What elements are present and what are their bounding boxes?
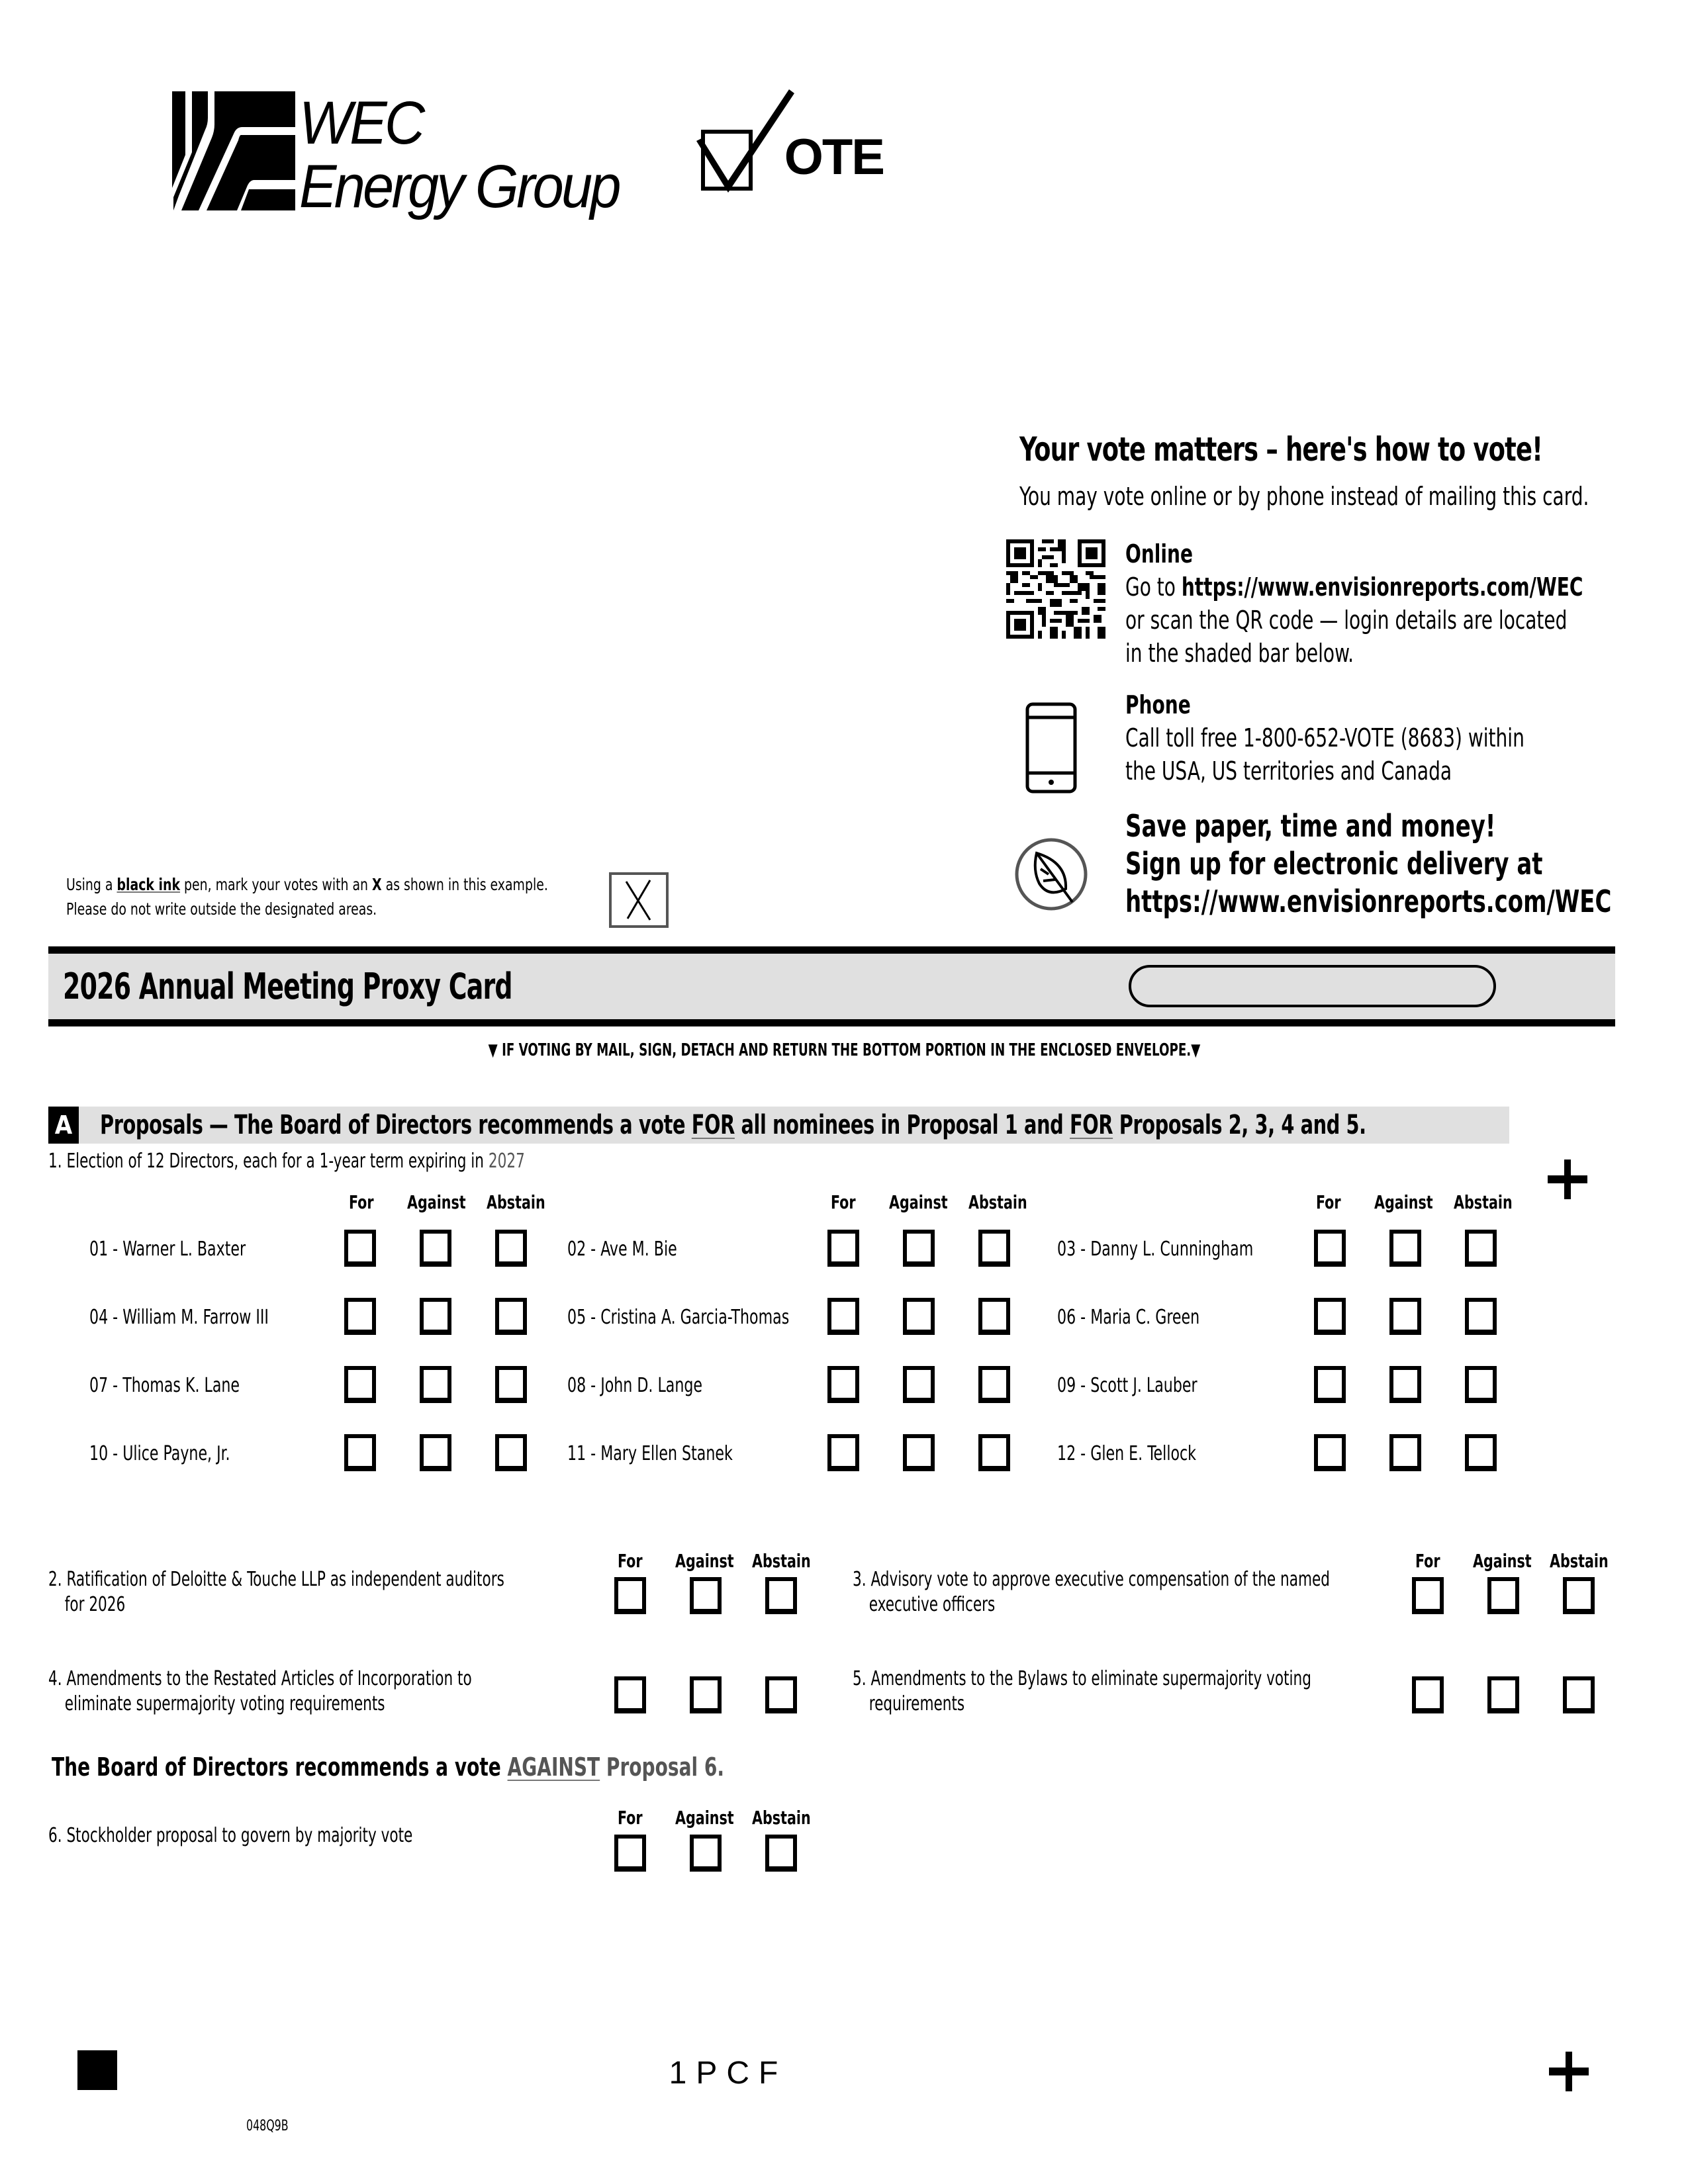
instr-text: as shown in this example. xyxy=(381,875,548,894)
instr-line2: Please do not write outside the designated areas. xyxy=(66,899,377,919)
section-a-recommendation xyxy=(100,1110,1366,1140)
nominee-07-for-checkbox[interactable] xyxy=(344,1366,376,1403)
nominee-12-against-checkbox[interactable] xyxy=(1389,1434,1421,1471)
col-header-abstain: Abstain xyxy=(752,1550,811,1572)
instr-text: pen, mark your votes with an xyxy=(180,875,373,894)
nominee-08-abstain-checkbox[interactable] xyxy=(978,1366,1010,1403)
nominee-08-for-checkbox[interactable] xyxy=(827,1366,859,1403)
proposal-1-label xyxy=(48,1149,525,1174)
nominee-01: 01 - Warner L. Baxter xyxy=(89,1238,246,1261)
marking-instructions xyxy=(66,872,548,921)
col-header-abstain: Abstain xyxy=(752,1807,811,1829)
nominee-12-for-checkbox[interactable] xyxy=(1314,1434,1346,1471)
leaf-icon xyxy=(1014,837,1088,911)
nominee-07-against-checkbox[interactable] xyxy=(420,1366,451,1403)
phone-icon xyxy=(1025,702,1078,794)
instr-x: X xyxy=(372,875,382,894)
against-heading-text: The Board of Directors recommends a vote xyxy=(52,1752,508,1782)
nominee-09-for-checkbox[interactable] xyxy=(1314,1366,1346,1403)
form-code: 1PCF xyxy=(669,2056,788,2091)
nominee-09-against-checkbox[interactable] xyxy=(1389,1366,1421,1403)
proposal-3-for-checkbox[interactable] xyxy=(1412,1577,1444,1614)
nominee-02-for-checkbox[interactable] xyxy=(827,1230,859,1267)
rec-text: Proposals — The Board of Directors recommends a vote xyxy=(100,1110,692,1140)
proposal-1-year: 2027 xyxy=(488,1150,525,1173)
nominee-08-against-checkbox[interactable] xyxy=(903,1366,935,1403)
online-block xyxy=(1125,537,1583,670)
col-header-against: Against xyxy=(889,1191,948,1213)
edelivery-line2: Sign up for electronic delivery at xyxy=(1125,846,1543,882)
proposal-1-text: 1. Election of 12 Directors, each for a 1-year term expiring in xyxy=(48,1150,489,1173)
nominee-10-against-checkbox[interactable] xyxy=(420,1434,451,1471)
company-name-line2: Energy Group xyxy=(299,153,619,220)
proposal-2-line2: for 2026 xyxy=(64,1593,126,1616)
nominee-03: 03 - Danny L. Cunningham xyxy=(1057,1238,1254,1261)
phone-line2: the USA, US territories and Canada xyxy=(1125,756,1452,786)
nominee-01-for-checkbox[interactable] xyxy=(344,1230,376,1267)
proposal-2-for-checkbox[interactable] xyxy=(614,1577,646,1614)
detach-instructions xyxy=(0,1040,1688,1060)
rec-for: FOR xyxy=(1070,1110,1113,1140)
proposal-6-for-checkbox[interactable] xyxy=(614,1835,646,1872)
section-badge: A xyxy=(48,1107,79,1144)
how-to-vote-subheading: You may vote online or by phone instead of mailing this card. xyxy=(1019,482,1589,511)
proposal-6-abstain-checkbox[interactable] xyxy=(765,1835,797,1872)
page-title: 2026 Annual Meeting Proxy Card xyxy=(63,966,512,1007)
proposal-6-label: 6. Stockholder proposal to govern by majority vote xyxy=(48,1824,413,1847)
nominee-10-for-checkbox[interactable] xyxy=(344,1434,376,1471)
col-header-abstain: Abstain xyxy=(1454,1191,1513,1213)
rec-text: all nominees in Proposal 1 and xyxy=(734,1110,1070,1140)
section-a-header xyxy=(48,1107,1509,1144)
nominee-10-abstain-checkbox[interactable] xyxy=(495,1434,527,1471)
proxy-card-header-bar xyxy=(48,946,1615,1026)
rec-text: Proposals 2, 3, 4 and 5. xyxy=(1113,1110,1366,1140)
nominee-10: 10 - Ulice Payne, Jr. xyxy=(89,1442,230,1465)
qr-code-icon[interactable] xyxy=(1006,539,1105,639)
nominee-01-against-checkbox[interactable] xyxy=(420,1230,451,1267)
proposal-2-line1: 2. Ratification of Deloitte & Touche LLP as independent auditors xyxy=(48,1568,504,1591)
nominee-11-abstain-checkbox[interactable] xyxy=(978,1434,1010,1471)
proposal-3-against-checkbox[interactable] xyxy=(1487,1577,1519,1614)
proposal-4-line1: 4. Amendments to the Restated Articles of Incorporation to xyxy=(48,1667,472,1690)
against-heading-keyword: AGAINST xyxy=(507,1752,600,1782)
nominee-03-against-checkbox[interactable] xyxy=(1389,1230,1421,1267)
nominee-11-against-checkbox[interactable] xyxy=(903,1434,935,1471)
proposal-4-line2: eliminate supermajority voting requirements xyxy=(64,1692,385,1715)
col-header-for: For xyxy=(1316,1191,1341,1213)
nominee-03-abstain-checkbox[interactable] xyxy=(1465,1230,1497,1267)
how-to-vote-heading: Your vote matters – here's how to vote! xyxy=(1019,430,1543,469)
rec-for: FOR xyxy=(691,1110,735,1140)
col-header-for: For xyxy=(349,1191,374,1213)
nominee-03-for-checkbox[interactable] xyxy=(1314,1230,1346,1267)
nominee-08: 08 - John D. Lange xyxy=(567,1374,703,1397)
nominee-04-for-checkbox[interactable] xyxy=(344,1298,376,1335)
nominee-07: 07 - Thomas K. Lane xyxy=(89,1374,240,1397)
nominee-02: 02 - Ave M. Bie xyxy=(567,1238,677,1261)
nominee-09: 09 - Scott J. Lauber xyxy=(1057,1374,1197,1397)
nominee-01-abstain-checkbox[interactable] xyxy=(495,1230,527,1267)
proposal-3-line1: 3. Advisory vote to approve executive compensation of the named xyxy=(853,1568,1330,1591)
phone-line1: Call toll free 1-800-652-VOTE (8683) within xyxy=(1125,723,1524,752)
col-header-abstain: Abstain xyxy=(1550,1550,1609,1572)
nominee-05: 05 - Cristina A. Garcia-Thomas xyxy=(567,1306,790,1329)
nominee-12: 12 - Glen E. Tellock xyxy=(1057,1442,1196,1465)
nominee-05-for-checkbox[interactable] xyxy=(827,1298,859,1335)
registration-plus-mark xyxy=(1549,2052,1589,2091)
col-header-abstain: Abstain xyxy=(487,1191,545,1213)
proposal-5-line1: 5. Amendments to the Bylaws to eliminate supermajority voting xyxy=(853,1667,1311,1690)
col-header-against: Against xyxy=(675,1807,734,1829)
proposal-5-for-checkbox[interactable] xyxy=(1412,1676,1444,1713)
proposal-4-label xyxy=(48,1666,472,1717)
nominee-12-abstain-checkbox[interactable] xyxy=(1465,1434,1497,1471)
proposal-5-label xyxy=(853,1666,1311,1717)
nominee-06-for-checkbox[interactable] xyxy=(1314,1298,1346,1335)
col-header-against: Against xyxy=(1473,1550,1532,1572)
document-id: 048Q9B xyxy=(246,2118,289,2134)
proposal-3-abstain-checkbox[interactable] xyxy=(1563,1577,1595,1614)
against-recommendation-heading xyxy=(52,1752,724,1782)
nominee-05-against-checkbox[interactable] xyxy=(903,1298,935,1335)
proposal-3-line2: executive officers xyxy=(868,1593,996,1616)
phone-block xyxy=(1125,688,1524,788)
nominee-11: 11 - Mary Ellen Stanek xyxy=(567,1442,733,1465)
proposal-4-for-checkbox[interactable] xyxy=(614,1676,646,1713)
online-line2: or scan the QR code — login details are located xyxy=(1125,606,1568,635)
proposal-6-against-checkbox[interactable] xyxy=(690,1835,722,1872)
nominee-04: 04 - William M. Farrow III xyxy=(89,1306,269,1329)
proposal-4-abstain-checkbox[interactable] xyxy=(765,1676,797,1713)
nominee-06-abstain-checkbox[interactable] xyxy=(1465,1298,1497,1335)
online-line1 xyxy=(1125,570,1583,604)
nominee-09-abstain-checkbox[interactable] xyxy=(1465,1366,1497,1403)
edelivery-block xyxy=(1125,807,1611,921)
instr-text: Using a xyxy=(66,875,117,894)
nominee-04-against-checkbox[interactable] xyxy=(420,1298,451,1335)
nominee-02-abstain-checkbox[interactable] xyxy=(978,1230,1010,1267)
example-marked-box xyxy=(609,872,669,928)
proposal-3-label xyxy=(853,1567,1330,1617)
col-header-against: Against xyxy=(1374,1191,1433,1213)
nominee-11-for-checkbox[interactable] xyxy=(827,1434,859,1471)
proposal-2-abstain-checkbox[interactable] xyxy=(765,1577,797,1614)
col-header-against: Against xyxy=(407,1191,466,1213)
col-header-for: For xyxy=(618,1550,643,1572)
nominee-06-against-checkbox[interactable] xyxy=(1389,1298,1421,1335)
wec-logo-mark-icon xyxy=(172,91,295,210)
online-line3: in the shaded bar below. xyxy=(1125,639,1354,668)
nominee-07-abstain-checkbox[interactable] xyxy=(495,1366,527,1403)
instr-black-ink: black ink xyxy=(117,875,181,894)
col-header-for: For xyxy=(618,1807,643,1829)
detach-instructions-text: ▼ IF VOTING BY MAIL, SIGN, DETACH AND RETURN THE BOTTOM PORTION IN THE ENCLOSED ENVELOPE.▼ xyxy=(488,1040,1200,1060)
phone-title: Phone xyxy=(1125,690,1191,719)
vote-wordmark: OTE xyxy=(784,129,884,185)
nominee-06: 06 - Maria C. Green xyxy=(1057,1306,1200,1329)
col-header-for: For xyxy=(1415,1550,1440,1572)
online-title: Online xyxy=(1125,539,1193,569)
nominee-05-abstain-checkbox[interactable] xyxy=(978,1298,1010,1335)
x-mark-icon xyxy=(612,875,666,925)
proposal-2-against-checkbox[interactable] xyxy=(690,1577,722,1614)
proposal-5-line2: requirements xyxy=(868,1692,965,1715)
edelivery-line1: Save paper, time and money! xyxy=(1125,808,1496,844)
edelivery-url-link[interactable]: https://www.envisionreports.com/WEC xyxy=(1125,884,1612,919)
online-url-link[interactable]: https://www.envisionreports.com/WEC xyxy=(1181,572,1583,602)
nominee-02-against-checkbox[interactable] xyxy=(903,1230,935,1267)
company-name-line1: WEC xyxy=(299,89,423,157)
registration-plus-mark xyxy=(1548,1160,1587,1199)
col-header-abstain: Abstain xyxy=(968,1191,1027,1213)
against-heading-text: Proposal 6. xyxy=(600,1752,724,1782)
proposal-5-against-checkbox[interactable] xyxy=(1487,1676,1519,1713)
proposal-2-label xyxy=(48,1567,504,1617)
control-number-field xyxy=(1129,965,1496,1007)
col-header-against: Against xyxy=(675,1550,734,1572)
nominee-04-abstain-checkbox[interactable] xyxy=(495,1298,527,1335)
online-line1-prefix: Go to xyxy=(1125,572,1182,602)
col-header-for: For xyxy=(831,1191,856,1213)
proposal-4-against-checkbox[interactable] xyxy=(690,1676,722,1713)
proposal-5-abstain-checkbox[interactable] xyxy=(1563,1676,1595,1713)
